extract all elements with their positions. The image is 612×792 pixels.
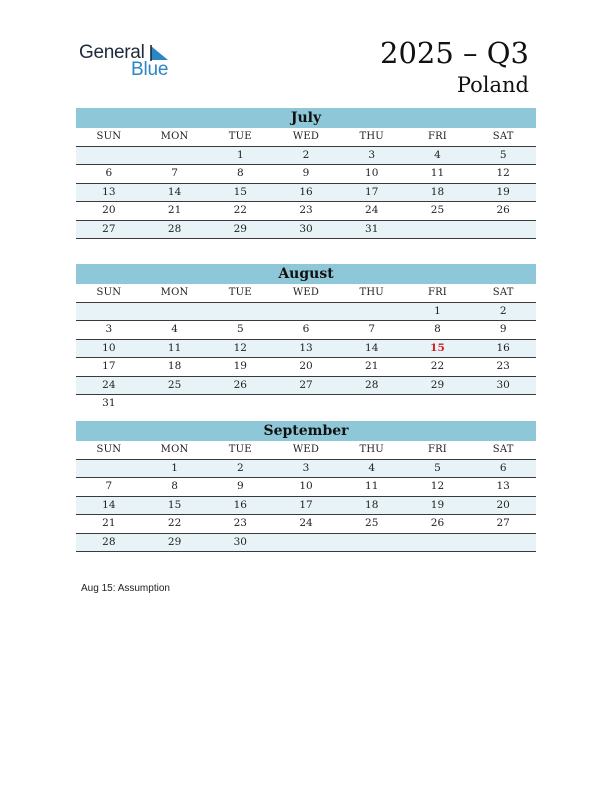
day-cell: 24 (102, 378, 116, 391)
week-row (76, 321, 536, 340)
day-cell (76, 460, 142, 478)
day-cell: 26 (496, 204, 510, 216)
day-cell: 14 (167, 185, 182, 198)
week-row (76, 478, 536, 497)
weekday-label: TUE (228, 444, 252, 455)
day-cell: 30 (233, 535, 247, 548)
day-cell: 11 (167, 341, 182, 354)
day-cell: 15 (233, 185, 247, 198)
weekday-header-row (76, 284, 536, 303)
day-cell (142, 395, 208, 413)
day-cell: 9 (236, 480, 244, 492)
day-cell (470, 395, 536, 413)
day-cell: 27 (496, 517, 510, 529)
day-cell: 19 (233, 360, 247, 372)
day-cell: 25 (365, 517, 379, 529)
day-cell (142, 303, 208, 321)
day-cell (470, 221, 536, 239)
page-title: 2025 – Q3 (380, 36, 529, 70)
day-cell: 11 (430, 167, 445, 179)
day-cell: 28 (102, 535, 116, 548)
weekday-label: SUN (96, 287, 122, 298)
day-cell: 22 (233, 204, 247, 216)
weekday-label: MON (160, 444, 189, 455)
day-cell: 22 (167, 517, 182, 529)
week-row (76, 395, 536, 413)
day-cell: 29 (233, 222, 247, 235)
day-cell: 29 (167, 535, 182, 548)
day-cell: 3 (368, 148, 376, 161)
day-cell: 3 (302, 461, 310, 474)
logo-general-text: General (79, 42, 145, 63)
day-cell (405, 534, 471, 552)
generalblue-logo (79, 42, 179, 82)
weekday-header-row (76, 441, 536, 460)
day-cell: 2 (236, 461, 244, 474)
weekday-label: FRI (427, 444, 447, 455)
country-name: Poland (456, 73, 529, 97)
day-cell: 4 (368, 461, 376, 474)
weekday-label: WED (292, 131, 320, 142)
day-cell: 7 (105, 480, 113, 492)
day-cell (470, 534, 536, 552)
day-cell (76, 303, 142, 321)
day-cell (339, 534, 405, 552)
day-cell: 4 (171, 323, 178, 335)
weekday-label: THU (359, 287, 384, 298)
day-cell: 17 (365, 185, 379, 198)
day-cell: 8 (236, 167, 244, 179)
week-row (76, 340, 536, 359)
day-cell: 21 (365, 360, 379, 372)
day-cell: 13 (102, 185, 116, 198)
week-row (76, 377, 536, 396)
day-cell: 5 (499, 148, 507, 161)
week-row (76, 534, 536, 553)
holiday-note: Aug 15: Assumption (81, 583, 170, 594)
weekday-label: FRI (427, 287, 447, 298)
day-cell: 11 (365, 480, 379, 492)
logo-blue-text: Blue (131, 59, 169, 80)
day-cell: 20 (102, 204, 116, 216)
week-row (76, 497, 536, 516)
day-cell: 14 (365, 341, 379, 354)
day-cell: 10 (102, 341, 116, 354)
day-cell: 10 (365, 167, 379, 179)
day-cell (339, 395, 405, 413)
weekday-label: THU (359, 444, 384, 455)
day-cell: 12 (430, 480, 445, 492)
day-cell: 23 (233, 517, 247, 529)
day-cell: 6 (105, 167, 113, 179)
day-cell: 31 (102, 397, 116, 409)
day-cell: 20 (496, 498, 510, 511)
day-cell: 7 (171, 167, 178, 179)
weekday-label: MON (160, 287, 189, 298)
day-cell: 22 (430, 360, 445, 372)
day-cell (339, 303, 405, 321)
day-cell: 19 (430, 498, 445, 511)
day-cell: 16 (299, 185, 313, 198)
day-cell: 21 (102, 517, 116, 529)
day-cell: 16 (233, 498, 247, 511)
day-cell: 6 (499, 461, 507, 474)
day-cell (273, 534, 339, 552)
day-cell (207, 395, 273, 413)
day-cell: 1 (434, 304, 441, 317)
week-row (76, 460, 536, 479)
month-title: July (76, 108, 536, 128)
day-cell (273, 395, 339, 413)
day-cell: 19 (496, 185, 510, 198)
weekday-label: SAT (492, 131, 514, 142)
day-cell: 13 (299, 341, 313, 354)
day-cell: 3 (105, 323, 113, 335)
weekday-label: TUE (228, 131, 252, 142)
weekday-label: SUN (96, 444, 122, 455)
day-cell: 25 (430, 204, 445, 216)
day-cell: 28 (167, 222, 182, 235)
day-cell: 6 (302, 323, 310, 335)
weekday-label: WED (292, 444, 320, 455)
day-cell (405, 395, 471, 413)
day-cell (405, 221, 471, 239)
day-cell: 12 (233, 341, 247, 354)
month-august (76, 264, 536, 413)
month-july (76, 108, 536, 239)
day-cell: 8 (171, 480, 178, 492)
weekday-label: WED (292, 287, 320, 298)
day-cell (273, 303, 339, 321)
month-title: September (76, 421, 536, 441)
day-cell: 29 (430, 378, 445, 391)
day-cell: 27 (102, 222, 116, 235)
day-cell: 7 (368, 323, 376, 335)
day-cell: 18 (365, 498, 379, 511)
day-cell: 14 (102, 498, 116, 511)
day-cell: 18 (430, 185, 445, 198)
day-cell (207, 303, 273, 321)
day-cell: 5 (236, 323, 244, 335)
day-cell: 1 (171, 461, 178, 474)
day-cell: 31 (365, 222, 379, 235)
holiday-day-cell: 15 (430, 341, 445, 354)
day-cell: 9 (302, 167, 310, 179)
day-cell (76, 147, 142, 165)
day-cell: 1 (236, 148, 244, 161)
week-row (76, 358, 536, 377)
day-cell: 5 (434, 461, 441, 474)
week-row (76, 515, 536, 534)
day-cell: 12 (496, 167, 510, 179)
day-cell: 17 (102, 360, 116, 372)
day-cell: 16 (496, 341, 510, 354)
day-cell: 25 (167, 378, 182, 391)
day-cell: 30 (496, 378, 510, 391)
day-cell: 2 (302, 148, 310, 161)
day-cell: 8 (434, 323, 441, 335)
day-cell: 24 (299, 517, 313, 529)
day-cell: 27 (299, 378, 313, 391)
day-cell: 15 (167, 498, 182, 511)
weekday-label: SAT (492, 444, 514, 455)
day-cell: 9 (499, 323, 507, 335)
month-september (76, 421, 536, 552)
day-cell: 28 (365, 378, 379, 391)
day-cell: 18 (167, 360, 182, 372)
day-cell: 26 (430, 517, 445, 529)
day-cell: 24 (365, 204, 379, 216)
weekday-label: SAT (492, 287, 514, 298)
day-cell: 26 (233, 378, 247, 391)
weekday-label: SUN (96, 131, 122, 142)
week-row (76, 165, 536, 184)
day-cell: 13 (496, 480, 510, 492)
week-row (76, 147, 536, 166)
weekday-label: TUE (228, 287, 252, 298)
day-cell: 23 (496, 360, 510, 372)
day-cell: 23 (299, 204, 313, 216)
day-cell: 21 (167, 204, 182, 216)
week-row (76, 303, 536, 322)
week-row (76, 221, 536, 240)
weekday-header-row (76, 128, 536, 147)
weekday-label: FRI (427, 131, 447, 142)
day-cell: 10 (299, 480, 313, 492)
day-cell: 30 (299, 222, 313, 235)
month-title: August (76, 264, 536, 284)
week-row (76, 202, 536, 221)
weekday-label: MON (160, 131, 189, 142)
day-cell: 17 (299, 498, 313, 511)
day-cell (142, 147, 208, 165)
weekday-label: THU (359, 131, 384, 142)
day-cell: 20 (299, 360, 313, 372)
day-cell: 2 (499, 304, 507, 317)
day-cell: 4 (434, 148, 441, 161)
week-row (76, 184, 536, 203)
